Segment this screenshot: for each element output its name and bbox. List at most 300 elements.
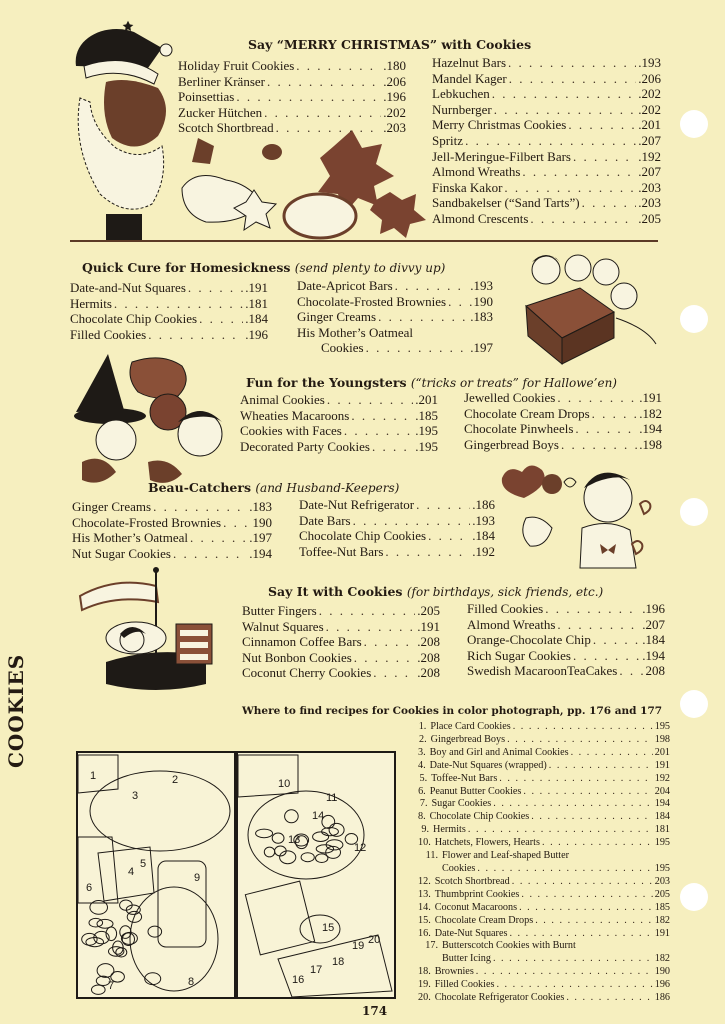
leader-dots (535, 915, 653, 928)
leader-dots (509, 928, 652, 941)
christmas-list-right (432, 55, 661, 227)
recipe-entry (467, 632, 665, 648)
photo-index-entry (418, 940, 670, 953)
recipe-entry (72, 499, 272, 515)
recipe-name: Animal Cookies (240, 392, 325, 407)
recipe-entry (242, 603, 440, 619)
photo-index-entry (418, 876, 670, 889)
recipe-page: .207 (638, 132, 661, 148)
leader-dots (507, 734, 653, 747)
leader-dots (354, 650, 415, 666)
recipe-entry (467, 617, 665, 633)
recipe-page: .184 (245, 311, 268, 327)
photo-index-page: 201 (654, 746, 670, 758)
recipe-entry (464, 421, 662, 437)
photo-index-page: 198 (654, 733, 670, 745)
recipe-page: .194 (639, 421, 662, 437)
recipe-entry (70, 280, 268, 296)
recipe-page: .201 (415, 392, 438, 407)
leader-dots (416, 497, 470, 513)
photo-index-number: 16. (418, 927, 431, 939)
section-title-youngsters (246, 375, 617, 390)
leader-dots (319, 603, 416, 619)
recipe-page: .205 (417, 603, 440, 618)
cookie-outline (92, 985, 106, 994)
photo-index-name: Date-Nut Squares (wrapped) (429, 759, 547, 771)
leader-dots (148, 327, 243, 343)
leader-dots (236, 89, 381, 105)
recipe-name: Filled Cookies (467, 601, 544, 616)
recipe-name: Date-and-Nut Squares (70, 280, 186, 295)
photo-index-name: Toffee-Nut Bars (431, 772, 498, 784)
leader-dots (531, 811, 652, 824)
photo-index-name: Hermits (433, 824, 466, 836)
cookie-outline (145, 973, 161, 985)
leader-dots (523, 786, 652, 799)
leader-dots (592, 406, 638, 422)
leader-dots (378, 309, 468, 325)
recipe-page: .191 (417, 618, 440, 634)
photo-index-page: 190 (654, 966, 670, 978)
recipe-name: Cinnamon Coffee Bars (242, 634, 362, 650)
recipe-entry (432, 211, 661, 227)
photo-callout-number: 7 (108, 980, 115, 992)
leader-dots (296, 58, 381, 74)
recipe-name: Orange-Chocolate Chip (467, 632, 591, 648)
photo-index-number: 5. (419, 772, 428, 784)
recipe-entry (240, 392, 438, 408)
recipe-page: .201 (638, 117, 661, 133)
recipe-page: .186 (472, 497, 495, 512)
recipe-name: Jell-Meringue-Filbert Bars (432, 148, 571, 164)
leader-dots (492, 86, 636, 102)
photo-index-name: Coconut Macaroons (434, 901, 518, 913)
leader-dots (512, 876, 653, 889)
recipe-page: .185 (415, 407, 438, 423)
photo-callout-number: 3 (132, 790, 139, 802)
photo-index-name: Butterscotch Cookies with Burnt (442, 940, 576, 952)
photo-index-entry (418, 734, 670, 747)
recipe-name: Berliner Kränser (178, 73, 265, 89)
recipe-entry (432, 149, 661, 165)
recipe-entry (240, 423, 438, 439)
photo-index-number: 18. (418, 966, 431, 978)
photo-index-number: 4. (418, 759, 426, 771)
sayit-subtitle: (for birthdays, sick friends, etc.) (406, 585, 604, 599)
recipe-entry (72, 515, 272, 531)
recipe-name: Gingerbread Boys (464, 436, 559, 452)
recipe-page: .202 (638, 86, 661, 102)
recipe-page: .197 (470, 340, 493, 356)
binder-hole (680, 498, 708, 526)
recipe-name: Ginger Creams (297, 309, 377, 325)
cookie-outline (280, 851, 296, 864)
photo-index-list (418, 721, 670, 1005)
recipe-entry (242, 665, 440, 681)
recipe-entry (178, 105, 406, 121)
photo-index-name-continued: Cookies (442, 862, 476, 874)
recipe-name: Walnut Squares (242, 618, 324, 634)
recipe-page: .205 (638, 210, 661, 226)
photo-index-number: 12. (418, 875, 431, 887)
recipe-name: Nurnberger (432, 101, 492, 117)
recipe-entry (432, 117, 661, 133)
recipe-page: .197 (249, 530, 272, 546)
recipe-name: Cookies with Faces (240, 423, 342, 439)
photo-index-number: 10. (418, 837, 431, 849)
photo-index-page: 194 (654, 798, 670, 810)
recipe-entry (72, 546, 272, 562)
photo-index-entry (418, 786, 670, 799)
recipe-name: Sandbakelser (“Sand Tarts”) (432, 195, 580, 211)
recipe-name: Chocolate-Frosted Brownies (72, 514, 222, 530)
recipe-name: Chocolate Cream Drops (464, 405, 590, 421)
binder-hole (680, 883, 708, 911)
photo-index-entry (418, 889, 670, 902)
leader-dots (264, 105, 381, 121)
recipe-page: .193 (638, 55, 661, 70)
photo-index-number: 1. (418, 721, 427, 732)
divider (70, 240, 658, 242)
sick-girl-in-bed-illustration (76, 566, 236, 706)
recipe-entry (467, 648, 665, 664)
leader-dots (494, 102, 637, 118)
recipe-entry (70, 296, 268, 312)
recipe-name: Date-Apricot Bars (297, 278, 393, 293)
section-title-homesick (82, 260, 445, 275)
photo-callout-number: 15 (322, 922, 335, 934)
recipe-name: Rich Sugar Cookies (467, 647, 571, 663)
section-title-sayit (268, 584, 603, 599)
recipe-page: .195 (415, 423, 438, 439)
boys-with-package-illustration (506, 248, 666, 368)
recipe-entry (242, 619, 440, 635)
recipe-entry (432, 133, 661, 149)
binder-hole (680, 690, 708, 718)
photo-index-entry-continued (418, 863, 670, 876)
photo-index-entry (418, 747, 670, 760)
photo-index-name: Gingerbread Boys (430, 733, 506, 745)
cookie-outline (264, 847, 274, 857)
photo-index-entry (418, 928, 670, 941)
leader-dots (542, 837, 653, 850)
photo-index-entry (418, 798, 670, 811)
recipe-name: Hazelnut Bars (432, 55, 507, 70)
recipe-entry (432, 55, 661, 71)
leader-dots (366, 340, 469, 356)
photo-index-number: 11. (425, 850, 438, 862)
recipe-page: .191 (245, 280, 268, 295)
recipe-page: 190 (473, 293, 493, 309)
photo-index-page: 191 (654, 759, 670, 771)
photo-index-page: 185 (654, 901, 670, 913)
cookie-outline (313, 832, 329, 842)
photo-index-title: Where to find recipes for Cookies in color photograph, pp. 176 and 177 (242, 705, 663, 717)
sayit-title: Say It with Cookies (268, 584, 403, 599)
cookie-outline (301, 853, 314, 862)
recipe-entry (297, 278, 493, 294)
leader-dots (561, 437, 637, 453)
leader-dots (509, 71, 637, 87)
recipe-name: Date-Nut Refrigerator (299, 497, 415, 512)
photo-index-number: 6. (418, 785, 426, 797)
recipe-entry (299, 544, 495, 560)
photo-index-number: 2. (419, 733, 427, 745)
cookie-outline (316, 845, 333, 853)
photo-index-name: Scotch Shortbread (434, 875, 510, 887)
recipe-page: .192 (638, 148, 661, 164)
recipe-name: Ginger Creams (72, 499, 152, 514)
beau-subtitle: (and Husband-Keepers) (255, 481, 400, 495)
photo-index-page: 205 (654, 888, 670, 900)
recipe-name: Nut Sugar Cookies (72, 545, 171, 561)
photo-index-page: 184 (654, 811, 670, 823)
leader-dots (276, 120, 382, 136)
cookie-outline (256, 829, 273, 838)
recipe-name: Toffee-Nut Bars (299, 543, 384, 559)
recipe-entry (464, 390, 662, 406)
section-title-christmas: Say “MERRY CHRISTMAS” with Cookies (248, 37, 532, 52)
leader-dots (190, 530, 247, 546)
photo-index-page: 182 (654, 953, 670, 965)
recipe-entry (297, 340, 493, 356)
sayit-list-right (467, 601, 665, 679)
photo-index-page: 195 (654, 862, 670, 874)
homesick-subtitle: (send plenty to divvy up) (294, 261, 446, 275)
photo-callout-number: 6 (86, 882, 93, 894)
cookie-outline (97, 919, 113, 928)
recipe-name: Cookies (321, 340, 364, 356)
recipe-name: Holiday Fruit Cookies (178, 58, 295, 73)
photo-index-entry (418, 721, 670, 734)
recipe-page: .207 (638, 164, 661, 180)
leader-dots (428, 528, 470, 544)
recipe-name: Spritz (432, 132, 464, 148)
leader-dots (573, 149, 636, 165)
recipe-page: .183 (249, 499, 272, 514)
leader-dots (199, 311, 243, 327)
photo-callout-number: 10 (278, 778, 291, 790)
young-man-illustration (496, 458, 666, 570)
photo-index-name: Sugar Cookies (431, 798, 492, 810)
leader-dots (468, 824, 653, 837)
page-number: 174 (362, 1004, 388, 1018)
recipe-entry (432, 71, 661, 87)
recipe-name: Almond Wreaths (467, 616, 556, 632)
recipe-page: .193 (472, 512, 495, 528)
leader-dots (593, 632, 640, 648)
recipe-entry (178, 120, 406, 136)
photo-callout-number: 4 (128, 866, 135, 878)
leader-dots (477, 863, 652, 876)
recipe-name: Jewelled Cookies (464, 390, 556, 405)
recipe-page: .208 (417, 634, 440, 650)
beau-list-right (299, 497, 495, 559)
leader-dots (508, 55, 636, 71)
recipe-page: .196 (245, 326, 268, 342)
leader-dots (373, 665, 415, 681)
recipe-name: Wheaties Macaroons (240, 407, 350, 423)
cookie-outline (97, 964, 114, 978)
leader-dots (549, 760, 653, 773)
recipe-page: .203 (638, 195, 661, 211)
leader-dots (465, 133, 636, 149)
photo-callout-number: 9 (194, 872, 201, 884)
section-title-beau (148, 480, 399, 495)
recipe-name: Almond Wreaths (432, 164, 521, 180)
recipe-entry (467, 663, 665, 679)
leader-dots (351, 408, 413, 424)
recipe-entry (242, 634, 440, 650)
recipe-entry (432, 195, 661, 211)
leader-dots (557, 617, 640, 633)
halloween-children-illustration (72, 352, 242, 492)
recipe-name: Chocolate Chip Cookies (70, 311, 198, 327)
photo-index-entry (418, 992, 670, 1005)
recipe-name: Poinsettias (178, 89, 235, 105)
photo-index-page: 191 (654, 927, 670, 939)
leader-dots (153, 499, 247, 515)
recipe-page: .182 (639, 405, 662, 421)
recipe-entry (240, 408, 438, 424)
recipe-name: Scotch Shortbread (178, 120, 274, 136)
youngsters-list-right (464, 390, 662, 452)
photo-callout-number: 19 (352, 940, 365, 952)
photo-index-entry (418, 773, 670, 786)
recipe-name: His Mother’s Oatmeal (72, 530, 189, 546)
leader-dots (326, 619, 416, 635)
photo-index-number: 13. (418, 888, 431, 900)
recipe-name: Chocolate-Frosted Brownies (297, 293, 447, 309)
photo-index-entry (418, 837, 670, 850)
photo-index-entry (418, 760, 670, 773)
photo-diagram-right (236, 751, 396, 999)
recipe-name: His Mother’s Oatmeal (297, 324, 414, 340)
recipe-entry (297, 325, 493, 341)
leader-dots (573, 648, 640, 664)
recipe-name: Merry Christmas Cookies (432, 117, 567, 133)
recipe-entry (299, 513, 495, 529)
leader-dots (372, 439, 413, 455)
christmas-list-left (178, 58, 406, 136)
photo-callout-number: 17 (310, 964, 323, 976)
photo-index-page: 203 (654, 875, 670, 887)
leader-dots (395, 278, 469, 294)
recipe-name: Swedish MacaroonTeaCakes (467, 663, 618, 679)
photo-callout-number: 8 (188, 976, 195, 988)
recipe-entry (242, 650, 440, 666)
photo-callout-number: 2 (172, 774, 179, 786)
photo-index-entry (418, 811, 670, 824)
cookie-outline (272, 833, 284, 843)
recipe-page: .194 (642, 647, 665, 663)
photo-index-name: Filled Cookies (434, 979, 495, 991)
photo-index-page: 186 (654, 992, 670, 1004)
recipe-entry (432, 86, 661, 102)
recipe-page: 190 (252, 514, 272, 530)
photo-index-entry (418, 966, 670, 979)
youngsters-title: Fun for the Youngsters (246, 375, 407, 390)
photo-index-number: 8. (418, 811, 426, 823)
binder-hole (680, 110, 708, 138)
leader-dots (267, 74, 381, 90)
recipe-entry (464, 437, 662, 453)
photo-callout-number: 11 (326, 792, 338, 804)
recipe-entry (464, 406, 662, 422)
youngsters-list-left (240, 392, 438, 454)
homesick-list-left (70, 280, 268, 342)
recipe-page: .206 (383, 73, 406, 89)
photo-index-name-continued: Butter Icing (442, 953, 491, 965)
leader-dots (568, 117, 636, 133)
photo-index-page: 192 (654, 772, 670, 784)
recipe-name: Chocolate Chip Cookies (299, 528, 427, 544)
photo-callout-number: 5 (140, 858, 147, 870)
recipe-entry (70, 311, 268, 327)
recipe-page: .184 (472, 528, 495, 544)
recipe-page: .198 (639, 436, 662, 452)
leader-dots (493, 798, 653, 811)
recipe-page: .195 (415, 438, 438, 454)
leader-dots (513, 721, 653, 734)
recipe-name: Coconut Cherry Cookies (242, 665, 372, 681)
recipe-page: .193 (470, 278, 493, 293)
leader-dots (504, 180, 636, 196)
leader-dots (522, 164, 636, 180)
leader-dots (327, 392, 413, 408)
leader-dots (566, 992, 652, 1005)
cookie-outline (322, 828, 339, 836)
leader-dots (496, 979, 652, 992)
photo-index-name: Thumbprint Cookies (434, 888, 520, 900)
recipe-name: Filled Cookies (70, 326, 147, 342)
photo-callout-number: 16 (292, 974, 305, 986)
photo-index-number: 17. (425, 940, 438, 952)
leader-dots (582, 195, 637, 211)
photo-index-entry (418, 902, 670, 915)
recipe-page: 208 (645, 663, 665, 679)
recipe-entry (70, 327, 268, 343)
sayit-list-left (242, 603, 440, 681)
leader-dots (519, 902, 653, 915)
recipe-page: .208 (417, 665, 440, 681)
homesick-title: Quick Cure for Homesickness (82, 260, 291, 275)
recipe-page: .196 (642, 601, 665, 616)
photo-index-entry (418, 850, 670, 863)
cookie-outline (148, 926, 162, 937)
photo-index-name: Brownies (434, 966, 474, 978)
recipe-entry (178, 89, 406, 105)
recipe-name: Butter Fingers (242, 603, 317, 618)
leader-dots (223, 515, 250, 531)
recipe-entry (297, 309, 493, 325)
leader-dots (448, 294, 471, 310)
recipe-entry (72, 530, 272, 546)
beau-list-left (72, 499, 272, 561)
recipe-page: .196 (383, 89, 406, 105)
recipe-name: Zucker Hütchen (178, 104, 263, 120)
photo-index-number: 7. (419, 798, 428, 810)
photo-index-name: Boy and Girl and Animal Cookies (429, 746, 569, 758)
photo-index-entry (418, 915, 670, 928)
recipe-page: .208 (417, 649, 440, 665)
recipe-page: .194 (249, 545, 272, 561)
recipe-page: .180 (383, 58, 406, 73)
leader-dots (545, 601, 640, 617)
photo-index-entry-continued (418, 953, 670, 966)
photo-index-page: 204 (654, 785, 670, 797)
photo-callout-number: 1 (90, 770, 97, 782)
